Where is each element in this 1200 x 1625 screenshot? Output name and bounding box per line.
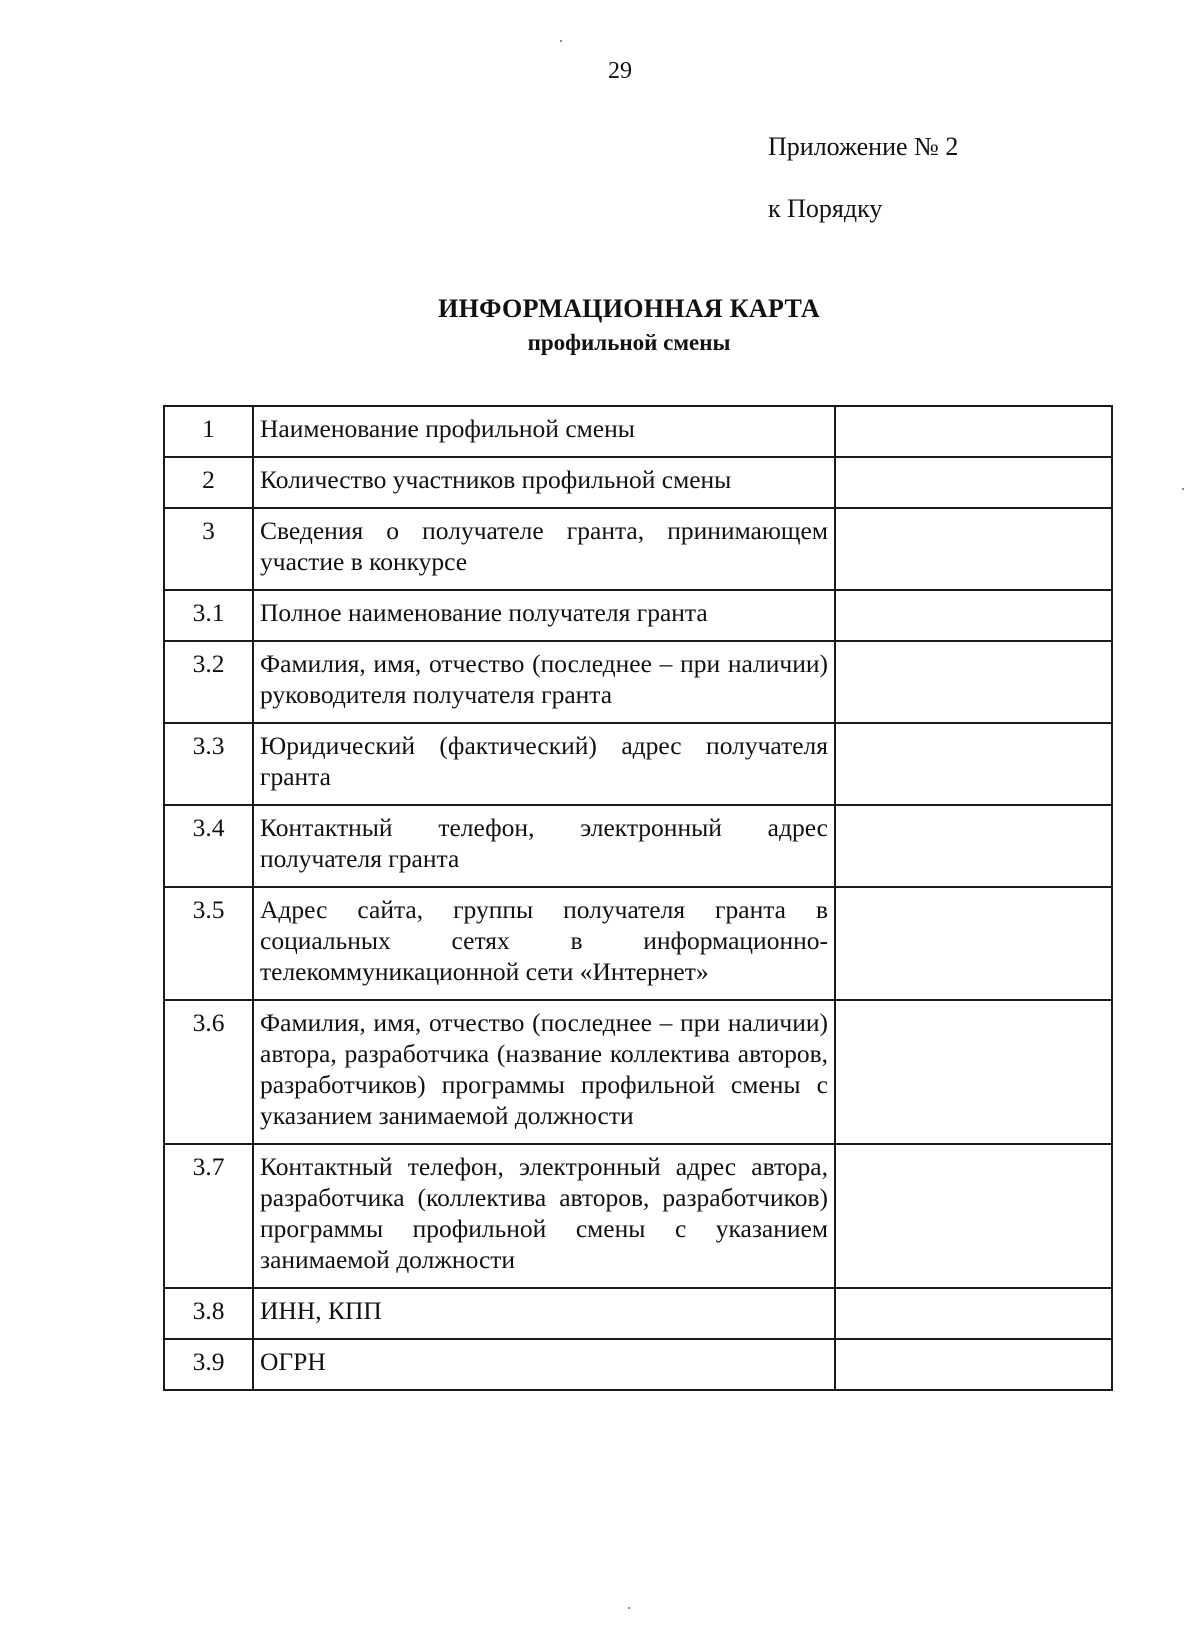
table-row — [164, 887, 1112, 1000]
row-number: 3.8 — [164, 1288, 253, 1339]
row-value-cell — [835, 590, 1112, 641]
table-row — [164, 406, 1112, 457]
row-value-cell — [835, 641, 1112, 723]
row-value-cell — [835, 1000, 1112, 1144]
page-number: 29 — [608, 58, 632, 84]
row-value-cell — [835, 508, 1112, 590]
row-number: 3.2 — [164, 641, 253, 723]
info-card-table — [163, 405, 1113, 1391]
row-value-cell — [835, 723, 1112, 805]
row-label: Юридический (фактический) адрес получателя гранта — [253, 723, 835, 805]
row-label: ИНН, КПП — [253, 1288, 835, 1339]
row-label: Полное наименование получателя гранта — [253, 590, 835, 641]
row-number: 3.9 — [164, 1339, 253, 1390]
row-number: 3.4 — [164, 805, 253, 887]
row-label: Контактный телефон, электронный адрес автора, разработчика (коллектива авторов, разработчиков) программы профильной смены с указанием занимаемой должности — [253, 1144, 835, 1288]
appendix-reference: к Порядку — [768, 194, 883, 223]
document-subtitle: профильной смены — [527, 330, 731, 355]
table-row — [164, 641, 1112, 723]
table-row — [164, 1000, 1112, 1144]
row-label: Наименование профильной смены — [253, 406, 835, 457]
row-value-cell — [835, 406, 1112, 457]
table-row — [164, 457, 1112, 508]
row-label: Сведения о получателе гранта, принимающем участие в конкурсе — [253, 508, 835, 590]
table-row — [164, 590, 1112, 641]
row-number: 3.5 — [164, 887, 253, 1000]
table-row — [164, 1144, 1112, 1288]
row-label: Фамилия, имя, отчество (последнее – при наличии) автора, разработчика (название коллектива авторов, разработчиков) программы профильной смены с указанием занимаемой должности — [253, 1000, 835, 1144]
row-number: 3.7 — [164, 1144, 253, 1288]
row-number: 3.3 — [164, 723, 253, 805]
table-row — [164, 508, 1112, 590]
row-label: Адрес сайта, группы получателя гранта в социальных сетях в информационно-телекоммуникационной сети «Интернет» — [253, 887, 835, 1000]
row-label: Фамилия, имя, отчество (последнее – при наличии) руководителя получателя гранта — [253, 641, 835, 723]
row-number: 3.1 — [164, 590, 253, 641]
scan-speck — [560, 40, 562, 42]
document-title: ИНФОРМАЦИОННАЯ КАРТА — [438, 294, 820, 323]
table-row — [164, 1339, 1112, 1390]
row-value-cell — [835, 805, 1112, 887]
row-number: 2 — [164, 457, 253, 508]
table-row — [164, 1288, 1112, 1339]
row-value-cell — [835, 1339, 1112, 1390]
row-value-cell — [835, 1144, 1112, 1288]
row-value-cell — [835, 1288, 1112, 1339]
row-number: 1 — [164, 406, 253, 457]
scan-speck — [628, 1607, 630, 1609]
row-number: 3 — [164, 508, 253, 590]
appendix-label: Приложение № 2 — [768, 132, 959, 161]
table-row — [164, 723, 1112, 805]
row-value-cell — [835, 457, 1112, 508]
row-label: Контактный телефон, электронный адрес получателя гранта — [253, 805, 835, 887]
row-label: ОГРН — [253, 1339, 835, 1390]
row-number: 3.6 — [164, 1000, 253, 1144]
row-value-cell — [835, 887, 1112, 1000]
table-row — [164, 805, 1112, 887]
row-label: Количество участников профильной смены — [253, 457, 835, 508]
scan-speck — [1182, 488, 1184, 490]
